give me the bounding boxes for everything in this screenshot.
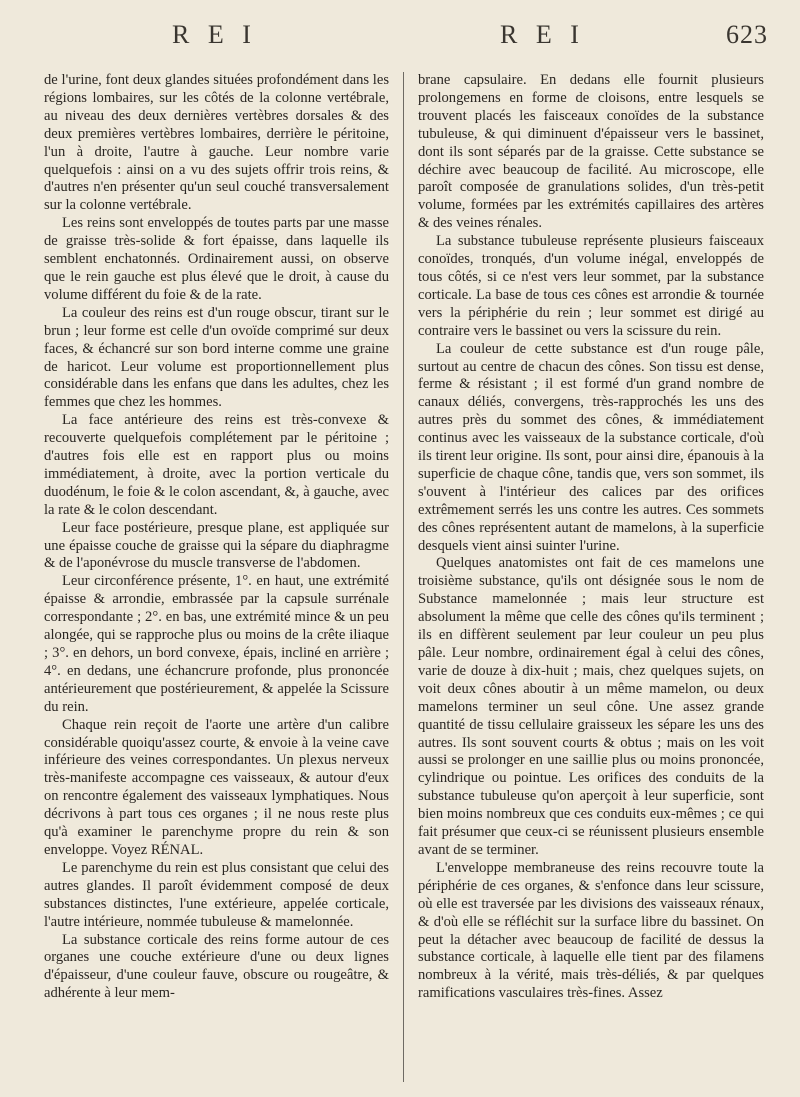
paragraph: La face antérieure des reins est très-convexe & recouverte quelquefois complétement par le péritoine ; d'autres fois elle est en rapport plus ou moins immédiatement, à droite, avec la portion verticale du duodénum, le foie & le colon ascendant, &, à gauche, avec la rate & le colon descendant. bbox=[44, 412, 389, 518]
column-divider bbox=[403, 72, 404, 1082]
paragraph: Leur face postérieure, presque plane, est appliquée sur une épaisse couche de graisse qui la sépare du diaphragme & de l'aponévrose du muscle transverse de l'abdomen. bbox=[44, 519, 389, 572]
paragraph: Les reins sont enveloppés de toutes parts par une masse de graisse très-solide & fort épaisse, dans laquelle ils semblent enchatonnés. Ordinairement aussi, on observe que le rein gauche est plus élevé que le droit, à cause du volume différent du foie & de la rate. bbox=[44, 215, 389, 303]
paragraph: Leur circonférence présente, 1°. en haut, une extrémité épaisse & arrondie, embrassée par la capsule surrénale correspondante ; 2°. en bas, une extrémité mince & un peu alongée, qui se rapproche plus ou moins de la crête iliaque ; 3°. en dehors, un bord convexe, épais, incliné en arrière ; 4°. en dedans, une échancrure profonde, plus prononcée antérieurement que postérieurement, & appelée la Scissure du rein. bbox=[44, 573, 389, 715]
header-left-title: R E I bbox=[172, 20, 257, 49]
paragraph: Le parenchyme du rein est plus consistant que celui des autres glandes. Il paroît évidemment composé de deux substances distinctes, l'une extérieure, appelée corticale, l'autre intérieure, nommée tubuleuse & mamelonnée. bbox=[44, 859, 389, 930]
paragraph: La couleur de cette substance est d'un rouge pâle, surtout au centre de chacun des cônes. Son tissu est dense, ferme & résistant ; il est formé d'un grand nombre de canaux déliés, convergens, très-rapprochés les uns des autres près du sommet des cônes, & immédiatement continus avec les vaisseaux de la substance corticale, d'où ils tirent leur origine. Ils sont, pour ainsi dire, épanouis à la superficie de chaque cône, tandis que, vers son sommet, ils s'ouvent à l'intérieur des calices par des orifices extrêmement serrés les uns contre les autres. Ces sommets des cônes représentent autant de mamelons, à la superficie desquels vient ainsi suinter l'urine. bbox=[418, 340, 764, 554]
paragraph: de l'urine, font deux glandes situées profondément dans les régions lombaires, sur les côtés de la colonne vertébrale, au niveau des deux dernières vertèbres dorsales & des deux premières vertèbres lombaires, derrière le péritoine, l'un à droite, l'autre à gauche. Leur nombre varie quelquefois : ainsi on a vu des sujets offrir trois reins, & d'autres n'en présenter qu'un seul couché transversalement sur la colonne vertébrale. bbox=[44, 72, 389, 214]
paragraph: La substance tubuleuse représente plusieurs faisceaux conoïdes, tronqués, d'un volume inégal, enveloppés de tous côtés, si ce n'est vers leur sommet, par la substance corticale. La base de tous ces cônes est arrondie & tournée vers la périphérie du rein ; leur sommet est dirigé au contraire vers le bassinet ou vers la scissure du rein. bbox=[418, 233, 764, 339]
paragraph: La substance corticale des reins forme autour de ces organes une couche extérieure d'une ou deux lignes d'épaisseur, d'une couleur fauve, obscure ou rougeâtre, & adhérente à leur mem- bbox=[44, 931, 389, 1002]
paragraph: Quelques anatomistes ont fait de ces mamelons une troisième substance, qu'ils ont désignée sous le nom de Substance mamelonnée ; mais leur structure est absolument la même que celle des cônes qu'ils terminent ; ils en diffèrent seulement par leur couleur un peu plus pâle. Leur nombre, ordinairement égal à celui des cônes, varie de douze à dix-huit ; mais, chez quelques sujets, on voit deux cônes aboutir à un même mamelon, ou deux mamelons terminer un seul cône. Une assez grande quantité de tissu cellulaire graisseux les sépare les uns des autres. Ils sont souvent courts & obtus ; mais on les voit aussi se prolonger en une saillie plus ou moins prononcée, cylindrique ou pointue. Les orifices des conduits de la substance tubuleuse qu'on aperçoit à leur superficie, sont bien moins nombreux que ces conduits eux-mêmes ; ce qui fait présumer que ceux-ci se réunissent plusieurs ensemble avant de se terminer. bbox=[418, 555, 764, 858]
page-number: 623 bbox=[726, 20, 768, 49]
paragraph: brane capsulaire. En dedans elle fournit plusieurs prolongemens en forme de cloisons, entre lesquels se trouvent placés les faisceaux conoïdes de la substance tubuleuse, & qui diminuent d'épaisseur vers le bassinet, dont ils sont séparés par de la graisse. Cette substance se déchire avec beaucoup de facilité. Au microscope, elle paroît composée de granulations solides, d'un très-petit volume, formées par les extrémités capillaires des artères & des veines rénales. bbox=[418, 72, 764, 232]
paragraph: La couleur des reins est d'un rouge obscur, tirant sur le brun ; leur forme est celle d'un ovoïde comprimé sur deux faces, & échancré sur son bord interne comme une graine de haricot. Leur volume est proportionnellement plus considérable dans les enfans que dans les adultes, chez les femmes que chez les hommes. bbox=[44, 304, 389, 411]
right-column bbox=[418, 72, 764, 1084]
left-column bbox=[44, 72, 389, 1084]
running-header bbox=[0, 20, 800, 70]
paragraph: Chaque rein reçoit de l'aorte une artère d'un calibre considérable quoiqu'assez courte, & envoie à la veine cave inférieure des veines correspondantes. Un plexus nerveux très-manifeste accompagne ces vaisseaux, & autour d'eux on rencontre également des vaisseaux lymphatiques. Nous décrivons à part tous ces organes ; il ne nous reste plus qu'à examiner le parenchyme propre du rein & son enveloppe. Voyez RÉNAL. bbox=[44, 716, 389, 858]
paragraph: L'enveloppe membraneuse des reins recouvre toute la périphérie de ces organes, & s'enfonce dans leur scissure, où elle est traversée par les divisions des vaisseaux rénaux, & d'où elle se réfléchit sur la surface libre du bassinet. On peut la détacher avec beaucoup de facilité de dessus la substance corticale, à laquelle elle tient par des filamens nombreux à la vérité, mais très-déliés, & par quelques ramifications vasculaires très-fines. Assez bbox=[418, 859, 764, 1002]
header-right-title: R E I bbox=[500, 20, 585, 49]
